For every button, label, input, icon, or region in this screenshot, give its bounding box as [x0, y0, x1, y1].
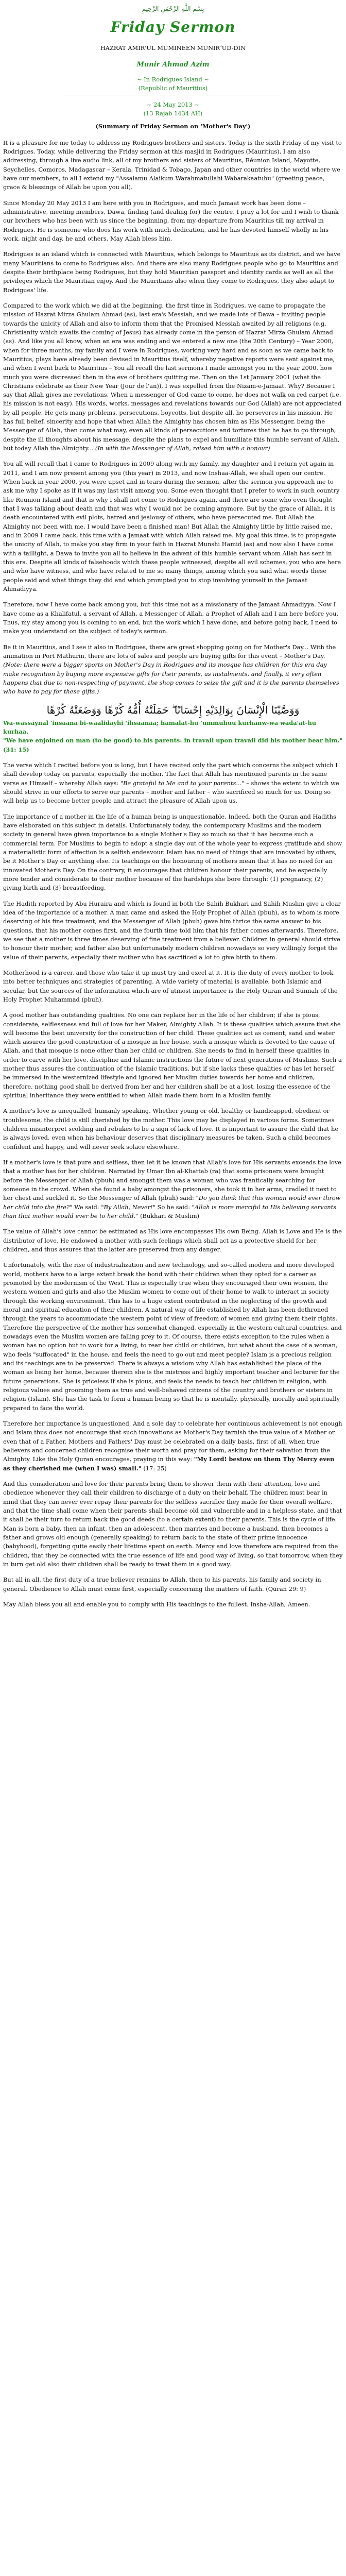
- paragraph-13: A mother's love is unequalled, humanly speaking. Whether young or old, healthy or handicapped, obedient or troublesome, the child is still cherished by the mother. This love may be displayed in various forms. Sometimes children misinterpret scolding and rebukes to be a sign of lack of love. It is important to assure the child that he is always loved, even when his behaviour deserves that disciplinary measures be taken. Such a child becomes confident and happy, and will never seek solace elsewhere.: [3, 1107, 339, 1150]
- paragraph-5: You all will recall that I came to Rodrigues in 2009 along with my family, my daughter and I return yet again in 2011, and I am now present among you (this year) in 2013, and now Inshaa-Allah, we shall open our centre. When back in year 2000, you were upset and in tears during the sermon, after the sermon you approach me to ask me why I spoke as if it was my last visit among you. Some even thought that I prefer to work in such country like Reunion Island and that is why I shall not come to Rodrigues again, and there are some who even thought that I was talking about death and that was why I would not be coming anymore. But by the grace of Allah, it is death encountered with evil plots, hatred and jealousy of others, who have persecuted me. But Allah the Almighty not been with me, I would have been a finished man! But Allah the Almighty little by little raised me, and in 2009 I came back, this time with a Jamaat with which Allah raised me. My goal this time, is to propagate the unicity of Allah, to make you stay firm in your faith in Hazrat Munshi Hamid (as) and now also I have come with a taillight, a Dawa to invite you all to believe in the advent of this humble servant whom Allah has sent in this era. Despite all kinds of falsehoods which these people witnessed, despite all evil schemes, you who are here and who have witness, and who have related to me so many things, among which you said what words these people said and what things they did and which prompted you to stop involving yourself in the Jamaat Ahmadiyya.: [3, 460, 341, 593]
- paragraph-8: [3, 761, 343, 806]
- paragraph-3: Rodrigues is an island which is connected with Mauritius, which belongs to Mauritius as its district, and we have many Mauritians to come to Rodrigues also. And there are also many Rodrigues people who go to Mauritius and despite their birthplace being Rodrigues, but they hold Mauritian passport and identity cards as well as all the privileges which the Mauritian enjoy. And the Mauritians also when they come to Rodrigues, they also adapt to Rodrigues' life.: [3, 250, 341, 294]
- paragraph-14-text: If a mother's love is that pure and selfless, then let it be known that Allah's love for His servants exceeds the love that a mother has for her children. Narrated by Umar Ibn al-Khattab (ra) that some prisoners were brought before the Messenger of Allah (pbuh) and amongst them was a woman who was frantically searching for someone in the crowd. When she found a baby amongst the prisoners, she took it in her arms, cradled it next to her chest and suckled it. So the Messenger of Allah (pbuh) said:: [3, 1159, 341, 1202]
- quran-verse-translation: "We have enjoined on man (to be good) to his parents: in travail upon travail did his mother bear him." (31: 15): [3, 737, 343, 753]
- paragraph-18: And this consideration and love for their parents bring them to shower them with their attention, love and obedience whenever they call their children to discharge of a duty on their behalf. The children must bear in mind that they can never ever repay their parents for the selfless sacrifice they made for their overall welfare, and that the time shall come when their parents shall become old and vulnerable and in a helpless state, and that it shall be their turn to return back the good deeds (to a certain extent) to their parents. This is the cycle of life. Man is born a baby, then an infant, then an adolescent, then marries and become a husband, then becomes a father and grows old enough (generally speaking) to return back to the state of their prime innocence (babyhood), forgetting quite easily their lifetime spent on earth. Mercy and love therefore are required from the children, that they be connected with the true essence of life and good way of living, so that tomorrow, when they in turn get old also their children shall be ready to treat them in a good way.: [3, 1480, 343, 1568]
- location-line: ~ In Rodrigues Island ~: [137, 75, 209, 83]
- paragraph-14-mid: We said:: [74, 1203, 99, 1211]
- paragraph-17-prayer: "My Lord! bestow on them Thy Mercy even as they cherished me (when I was) small.": [3, 1455, 335, 1472]
- quran-verse-arabic: وَوَصَّيْنَا الْإِنْسَانَ بِوَالِدَيْهِ إِحْسَانًا ۖ حَمَلَتْهُ أُمُّهُ كُرْهًا وَوَضَعَتْهُ كُرْهًا: [46, 703, 300, 716]
- paragraph-4-text: Compared to the work which we did at the beginning, the first time in Rodrigues, we came to propagate the mission of Hazrat Mirza Ghulam Ahmad (as), last era's Messiah, and we made lots of Dawa – inviting people towards the unicity of Allah and also to inform them that the Promised Messiah awaited by all religions (e.g. Christianity which awaits the coming of Jesus) has already come in the person of Hazrat Mirza Ghulam Ahmad (as). And like you all know, when an era was ending and we entered a new one (the 20th Century) – Year 2000, when for three months, my family and I were in Rodrigues, working very hard and as soon as we came back to Mauritius, plays have already been devised in Mauritius itself, whereby negative reports were sent against me, and when I went back to Mauritius – You all recall the last sermons I made amongst you in the year 2000, how much you were distressed then in the eve of brothers quitting me. Then on the 1st January 2001 (what the Christians celebrate as their New Year (Jour de l'an)), I was expelled from the Nizam-e-Jamaat. Why? Because I say that Allah gives me revelations. When a messenger of God came to come, he does not walk on red carpet (i.e. his mission is not easy). His words, works, messages and revelations towards our God (Allah) are not appreciated by all people. He gets many problems, persecutions, boycotts, but despite all, he perseveres in his mission. He has full belief, sincerity and hope that when Allah the Almighty has chosen him as His Messenger, being the Messenger of Allah, then come what may, even all kinds of persecutions and tortures that he has to go through, despite the ill thoughts about his message, despite the plans to expel and humiliate this humble servant of Allah, but today Allah the Almighty...: [3, 301, 342, 452]
- paragraph-1: It is a pleasure for me today to address my Rodrigues brothers and sisters. Today is the sixth Friday of my visit to Rodrigues. Today, while delivering the Friday sermon at this masjid in Rodrigues (Mauritius), I am also addressing, through a live audio link, all of my brothers and sisters of Mauritius, Réunion Island, Mayotte, Seychelles, Comoros, Madagascar – Kerala, Trinidad & Tobago, Japan and other countries in the world where we have our members, to all I extend my "Assalamu Alaikum Warahmatullahi Wabarakaatuhu" (greeting peace, grace & blessings of Allah be upon you all).: [3, 139, 342, 191]
- paragraph-19: But all in all, the first duty of a true believer remains to Allah, then to his parents, his family and society in general. Obedience to Allah must come first, especially concerning the matters of faith. (Quran 29: 9): [3, 1576, 321, 1592]
- paragraph-4-note: (In with the Messenger of Allah, raised him with a honour): [95, 445, 270, 452]
- khalifa-title: HAZRAT AMIR'UL MUMINEEN MUNIRʼUD-DIN: [100, 44, 246, 52]
- author-name: Munir Ahmad Azim: [136, 61, 210, 69]
- paragraph-14: [3, 1158, 343, 1221]
- paragraph-17-text: Therefore her importance is unquestioned. And a sole day to celebrate her continuous achievement is not enough and Islam thus does not encourage that such innovations as Mother's Day tarnish the true value of a Mother or even that of a Father. Mothers and Fathers' Day must be celebrated on a daily basis, first of all, when true believers and concerned children recognise their worth and pray for them, asking for their salvation from the Almighty. Like the Holy Quran encourages, praying in this way:: [3, 1419, 342, 1463]
- paragraph-8-quote: "Be grateful to Me and to your parents...": [120, 779, 245, 787]
- paragraph-9: The importance of a mother in the life of a human being is unquestionable. Indeed, both the Quran and Hadiths have elaborated on this subject in details. Unfortunately today, the contemporary Muslims and the modern society in general have given importance to a single Mother's Day so much so that it has become such a commercial term. For Muslims to begin to adopt a single day out of the whole year to express gratitude and show a materialistic form of affection is a selfish endeavour. Islam has no need of things that are innovated by others, be it Mother's Day or anything else. Its teachings on the honouring of mothers mean that it has no need for an innovated Mother's Day. On the contrary, it encourages that children honour their parents, and be especially more tender and considerate to their mother because of the hardships she bore through: (1) pregnancy, (2) giving birth and (3) breastfeeding.: [3, 812, 342, 892]
- paragraph-14-quote-1: "Do you think that this woman would ever throw her child into the fire?": [3, 1194, 341, 1211]
- paragraph-14-mid-2: So he said:: [157, 1203, 191, 1211]
- paragraph-7-note: (Note: there were a bigger sports on Mother's Day in Rodrigues and its mosque has children for this era day make recognition by buying more expensive gifts for their parents, as instalments, and finally, it very often happens that due to non-respecting of payment, the shop comes to seize the gift and it is the parents themselves who have to pay for these gifts.): [3, 661, 339, 696]
- paragraph-17-ref: (17: 25): [143, 1464, 167, 1472]
- paragraph-20: May Allah bless you all and enable you to comply with His teachings to the fullest. Insha-Allah, Ameen.: [3, 1600, 310, 1608]
- country-line: (Republic of Mauritius): [138, 84, 208, 92]
- paragraph-7-text: Be it in Mauritius, and I see it also in Rodrigues, there are great shopping going on for Mother's Day... With the animation in Port Mathurin, there are lots of sales and people are buying gifts for this event – Mother's Day.: [3, 643, 336, 660]
- quran-verse-transliteration: Wa-wassaynal 'insaana bi-waalidayhi 'ihsaanaa; hamalat-hu 'ummuhuu kurhanw-wa wada'at-hu kurhaa.: [3, 719, 317, 735]
- paragraph-8-tail: – shows the extent to which we should strive in our efforts to serve our parents – mother and father – who sacrificed so much for us. Doing so will help us to become better people and attract the pleasure of Allah upon us.: [3, 779, 339, 805]
- paragraph-12: A good mother has outstanding qualities. No one can replace her in the life of her children; if she is pious, considerate, selflessness and full of love for her Maker, Almighty Allah. It is these qualities which assure that she will become the best university for the construction of her child. These qualities act as cement, sand and water which assures the good construction of a mosque in her house, such a mosque which is devoted to the cause of Allah, and that mosque is none other than her child or children. She needs to find in herself these qualities in order to carve with her love, discipline and Islamic instructions the future of next generations of Muslims. Such a mother thus assures the continuation of the Islamic traditions, but if she lacks these qualities or has let herself be immersed in the westernized lifestyle and ignored her Muslim duties towards her home and children, therefore, nothing good shall be derived from her and her children shall be at a lost, losing the essence of the spiritual inheritance they were entitled to when Allah made them born in a Muslim family.: [3, 1011, 342, 1099]
- paragraph-2: Since Monday 20 May 2013 I am here with you in Rodrigues, and much Jamaat work has been done – administrative, meeting members, Dawa, finding (and dealing for) the centre. I pray a lot for and I wish to thank our brothers who has been with us since the beginning, from my departure from Mauritius till my arrival in Rodrigues. He is someone who does his work with much dedication, and he has devoted himself wholly in his work, night and day, he and others. May Allah bless him.: [3, 199, 339, 242]
- paragraph-4: [3, 301, 343, 453]
- paragraph-14-quote-2: "By Allah, Never!": [101, 1203, 156, 1211]
- bismillah-heading: بِسْمِ اللَّهِ الرَّحْمَٰنِ الرَّحِيمِ: [142, 5, 204, 12]
- page-title: Friday Sermon: [110, 19, 236, 36]
- paragraph-8-text: The verse which I recited before you is long, but I have recited only the part which concerns the subject which I shall develop today on parents, especially the mother. The fact that Allah has mentioned parents in the same verse as Himself – whereby Allah says:: [3, 761, 338, 787]
- paragraph-10: The Hadith reported by Abu Huraira and which is found in both the Sahih Bukhari and Sahih Muslim give a clear idea of the importance of a mother. A man came and asked the Holy Prophet of Allah (pbuh), as to whom is more deserving of his fine treatment, and the Messenger of Allah (pbuh) gave him thrice the same answer to his questions, that his mother comes first, and the fourth time told him that his father comes afterwards. Therefore, we see that a mother is three times deserving of fine treatment from a believer. Children in general should strive to honour their mother, and father also but unfortunately modern children nowadays so very willingly forget the value of their parents, especially their mother who has sacrificed a lot to give birth to them.: [3, 900, 341, 961]
- sermon-heading: (Summary of Friday Sermon on 'Mother's Day'): [95, 123, 251, 130]
- paragraph-14-quote-3: "Allah is more merciful to His believing servants than that mother would ever be to her child.": [3, 1203, 337, 1220]
- paragraph-16: Unfortunately, with the rise of industrialization and new technology, and so-called modern and more developed world, mothers have to a large extent break the bond with their children when they opted for a career as promoted by the modernism of the West. This is especially true when they encouraged their own women, the western women and girls and also the Muslim women to come out of their home to walk to interact in society through the working environment. This has to a huge extent contributed in the neglecting of the growth and moral and spiritual education of their children. A natural way of life established by Allah has been dethroned through the years to accommodate the western point of view of freedom of women and giving them their rights. Therefore the perspective of the mother has somewhat changed, especially in the western cultural countries, and nowadays even the Muslim women are falling prey to it. Of course, there exists exception to the rules when a woman has no option but to work for a living, to rear her child or children, but what about the case of a woman, who feels "suffocated" in the house, and feels the need to go out and meet people? Islam is a precious religion and its teachings are to be preserved. There is always a wisdom why Allah has established the place of the woman as being her home, because therein she is the mistress and highly important teacher and lecturer for the future generations. She is priceless if she is pious, and feels the needs to teach her children in religion, with religious values and grooming them as true and well-behaved citizens of the country and brothers or sisters in religion (Islam). She has the task to form a human being so that he is mentally, physically, morally and spiritually prepared to face the world.: [3, 1261, 342, 1412]
- paragraph-11: Motherhood is a career, and those who take it up must try and excel at it. It is the duty of every mother to look into better techniques and strategies of parenting. A wide variety of material is available, both Islamic and secular, but the sources of the information which are of utmost importance is the Holy Quran and Sunnah of the Holy Prophet Muhammad (pbuh).: [3, 969, 338, 1003]
- hijri-date-line: (13 Rajab 1434 AH): [143, 110, 203, 117]
- paragraph-14-tail: (Bukhari & Muslim): [140, 1212, 200, 1220]
- paragraph-17: [3, 1419, 343, 1473]
- paragraph-6: Therefore, now I have come back among you, but this time not as a missionary of the Jamaat Ahmadiyya. Now I have come as a Khalifatul, a servant of Allah, a Messenger of Allah, a Prophet of Allah and I am here before you. Thus, my stay among you is coming to an end, but the work which I have done, and before going back, I need to make you understand on the subject of today's sermon.: [3, 601, 339, 635]
- date-line: ~ 24 May 2013 ~: [147, 101, 199, 109]
- paragraph-7: [3, 643, 343, 697]
- paragraph-15: The value of Allah's love cannot be estimated as His love encompasses His own Being. Allah is Love and He is the distributor of love. He endowed a mother with such feelings which shall act as a protective shield for her children, and thus assures that the latter are preserved from any danger.: [3, 1228, 342, 1253]
